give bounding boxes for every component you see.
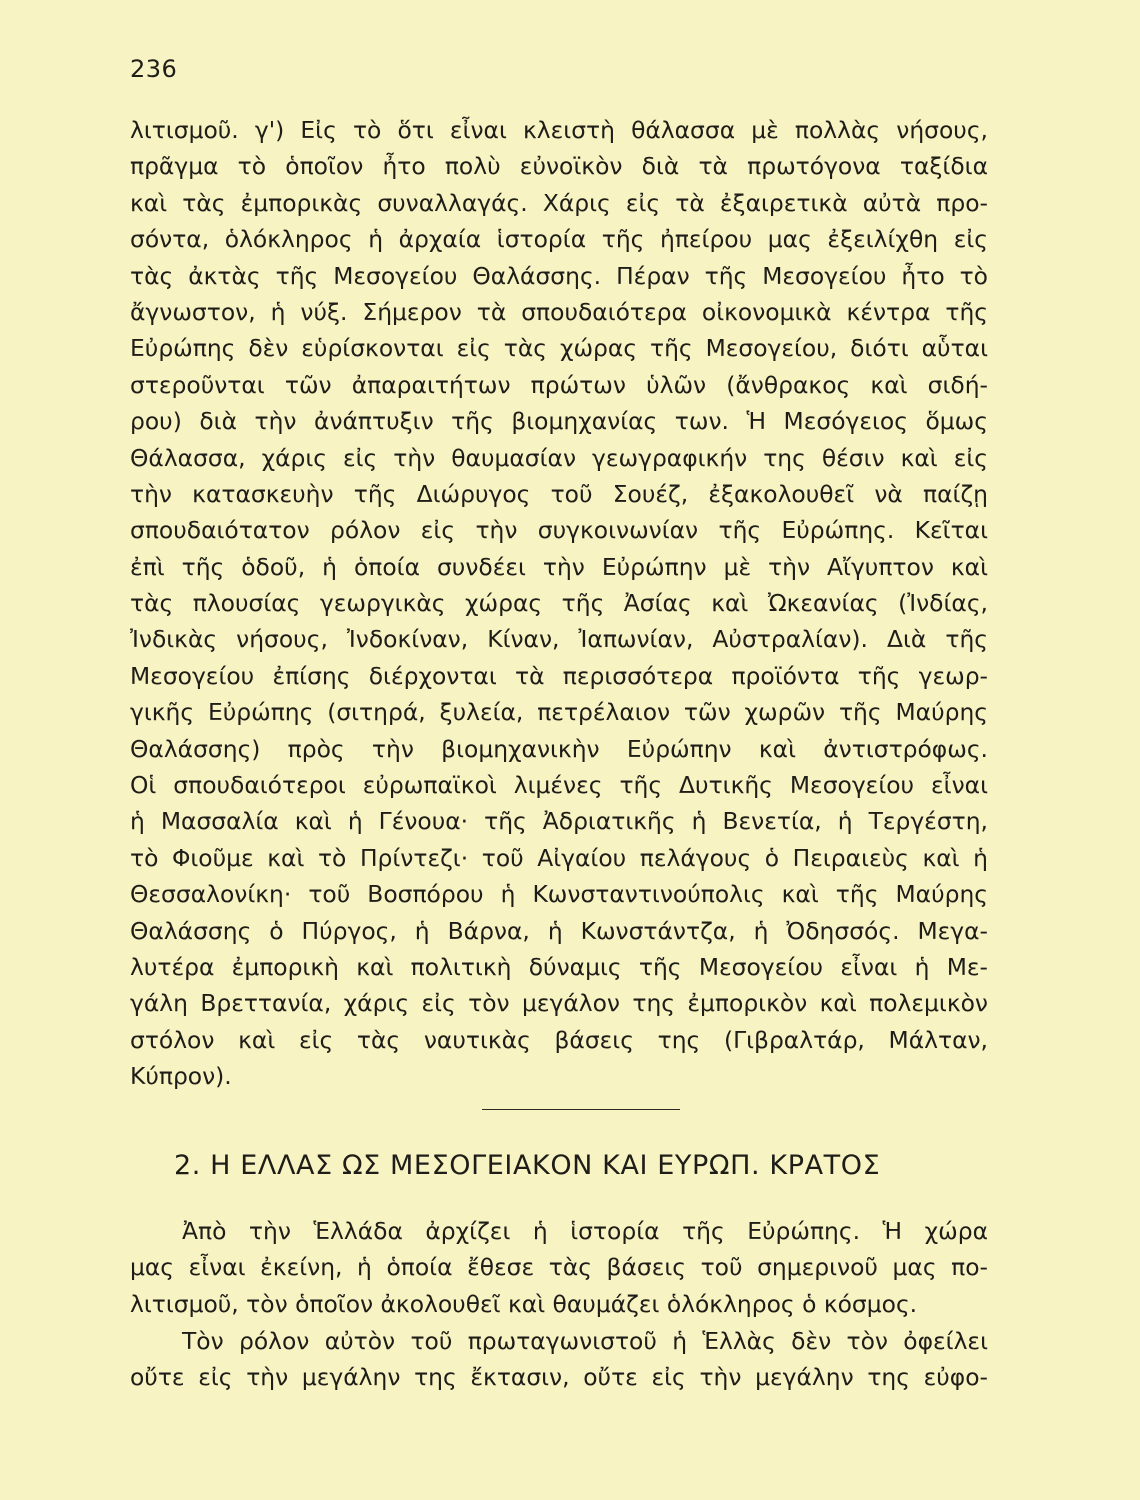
section-paragraph-line: Ἀπὸ τὴν Ἑλλάδα ἀρχίζει ἡ ἱστορία τῆς Εὐρώπης. Ἡ χώρα (182, 1217, 988, 1245)
main-paragraph-line: Εὐρώπης δὲν εὑρίσκονται εἰς τὰς χώρας τῆς Μεσογείου, διότι αὗται (130, 334, 988, 363)
main-paragraph-line: ἐπὶ τῆς ὁδοῦ, ἡ ὁποία συνδέει τὴν Εὐρώπην μὲ τὴν Αἴγυπτον καὶ (130, 552, 988, 581)
main-paragraph-line: τὰς πλουσίας γεωργικὰς χώρας τῆς Ἀσίας καὶ Ὠκεανίας (Ἰνδίας, (130, 589, 988, 618)
page-number: 236 (130, 55, 178, 83)
main-paragraph (130, 112, 988, 1095)
main-paragraph-line: στόλον καὶ εἰς τὰς ναυτικὰς βάσεις της (Γιβραλτάρ, Μάλταν, (130, 1025, 988, 1054)
section-paragraph-line: Τὸν ρόλον αὐτὸν τοῦ πρωταγωνιστοῦ ἡ Ἑλλὰς δὲν τὸν ὀφείλει (182, 1327, 988, 1355)
main-paragraph-line: γάλη Βρεττανία, χάρις εἰς τὸν μεγάλον της ἐμπορικὸν καὶ πολεμικὸν (130, 989, 988, 1018)
main-paragraph-line: ἡ Μασσαλία καὶ ἡ Γένουα· τῆς Ἀδριατικῆς ἡ Βενετία, ἡ Τεργέστη, (130, 807, 988, 836)
section-paragraph-line: οὔτε εἰς τὴν μεγάλην της ἔκτασιν, οὔτε εἰς τὴν μεγάλην της εὐφο- (130, 1363, 988, 1392)
main-paragraph-line: λυτέρα ἐμπορικὴ καὶ πολιτικὴ δύναμις τῆς Μεσογείου εἶναι ἡ Με- (130, 952, 988, 981)
main-paragraph-line: λιτισμοῦ. γ') Εἰς τὸ ὅτι εἶναι κλειστὴ θάλασσα μὲ πολλὰς νήσους, (130, 116, 988, 144)
main-paragraph-line: Οἱ σπουδαιότεροι εὐρωπαϊκοὶ λιμένες τῆς Δυτικῆς Μεσογείου εἶναι (130, 771, 988, 800)
main-paragraph-line: Θαλάσσης ὁ Πύργος, ἡ Βάρνα, ἡ Κωνστάντζα, ἡ Ὀδησσός. Μεγα- (130, 916, 988, 945)
main-paragraph-line: τὴν κατασκευὴν τῆς Διώρυγος τοῦ Σουέζ, ἐξακολουθεῖ νὰ παίζῃ (130, 479, 988, 508)
main-paragraph-line: Θαλάσσης) πρὸς τὴν βιομηχανικὴν Εὐρώπην καὶ ἀντιστρόφως. (130, 734, 988, 763)
main-paragraph-line: ἄγνωστον, ἡ νύξ. Σήμερον τὰ σπουδαιότερα οἰκονομικὰ κέντρα τῆς (130, 297, 988, 326)
section-paragraph-line: μας εἶναι ἐκείνη, ἡ ὁποία ἔθεσε τὰς βάσεις τοῦ σημερινοῦ μας πο- (130, 1253, 988, 1282)
main-paragraph-line: τὸ Φιοῦμε καὶ τὸ Πρίντεζι· τοῦ Αἰγαίου πελάγους ὁ Πειραιεὺς καὶ ἡ (130, 843, 988, 872)
main-paragraph-line: Μεσογείου ἐπίσης διέρχονται τὰ περισσότερα προϊόντα τῆς γεωρ- (130, 661, 988, 690)
main-paragraph-line: καὶ τὰς ἐμπορικὰς συναλλαγάς. Χάρις εἰς τὰ ἐξαιρετικὰ αὐτὰ προ- (130, 188, 988, 217)
section-heading: 2. Η ΕΛΛΑΣ ΩΣ ΜΕΣΟΓΕΙΑΚΟΝ ΚΑΙ ΕΥΡΩΠ. ΚΡΑΤΟΣ (174, 1150, 881, 1181)
section-divider (482, 1109, 680, 1110)
main-paragraph-line: γικῆς Εὐρώπης (σιτηρά, ξυλεία, πετρέλαιον τῶν χωρῶν τῆς Μαύρης (130, 698, 988, 727)
main-paragraph-line: σόντα, ὁλόκληρος ἡ ἀρχαία ἱστορία τῆς ἠπείρου μας ἐξειλίχθη εἰς (130, 225, 988, 254)
section-paragraph-2 (130, 1323, 988, 1396)
section-paragraph-1 (130, 1213, 988, 1322)
main-paragraph-line: τὰς ἀκτὰς τῆς Μεσογείου Θαλάσσης. Πέραν τῆς Μεσογείου ἦτο τὸ (130, 261, 988, 290)
main-paragraph-line: ρου) διὰ τὴν ἀνάπτυξιν τῆς βιομηχανίας των. Ἡ Μεσόγειος ὅμως (130, 407, 988, 436)
main-paragraph-line: σπουδαιότατον ρόλον εἰς τὴν συγκοινωνίαν τῆς Εὐρώπης. Κεῖται (130, 516, 988, 545)
main-paragraph-line: Θεσσαλονίκη· τοῦ Βοσπόρου ἡ Κωνσταντινούπολις καὶ τῆς Μαύρης (130, 880, 988, 909)
main-paragraph-line: Θάλασσα, χάρις εἰς τὴν θαυμασίαν γεωγραφικήν της θέσιν καὶ εἰς (130, 443, 988, 472)
section-paragraph-line: λιτισμοῦ, τὸν ὁποῖον ἀκολουθεῖ καὶ θαυμάζει ὁλόκληρος ὁ κόσμος. (130, 1289, 918, 1318)
main-paragraph-line: Κύπρον). (130, 1062, 232, 1091)
main-paragraph-line: Ἰνδικὰς νήσους, Ἰνδοκίναν, Κίναν, Ἰαπωνίαν, Αὐστραλίαν). Διὰ τῆς (130, 625, 988, 654)
main-paragraph-line: στεροῦνται τῶν ἀπαραιτήτων πρώτων ὑλῶν (ἄνθρακος καὶ σιδή- (130, 370, 988, 399)
main-paragraph-line: πρᾶγμα τὸ ὁποῖον ἦτο πολὺ εὐνοϊκὸν διὰ τὰ πρωτόγονα ταξίδια (130, 152, 988, 181)
